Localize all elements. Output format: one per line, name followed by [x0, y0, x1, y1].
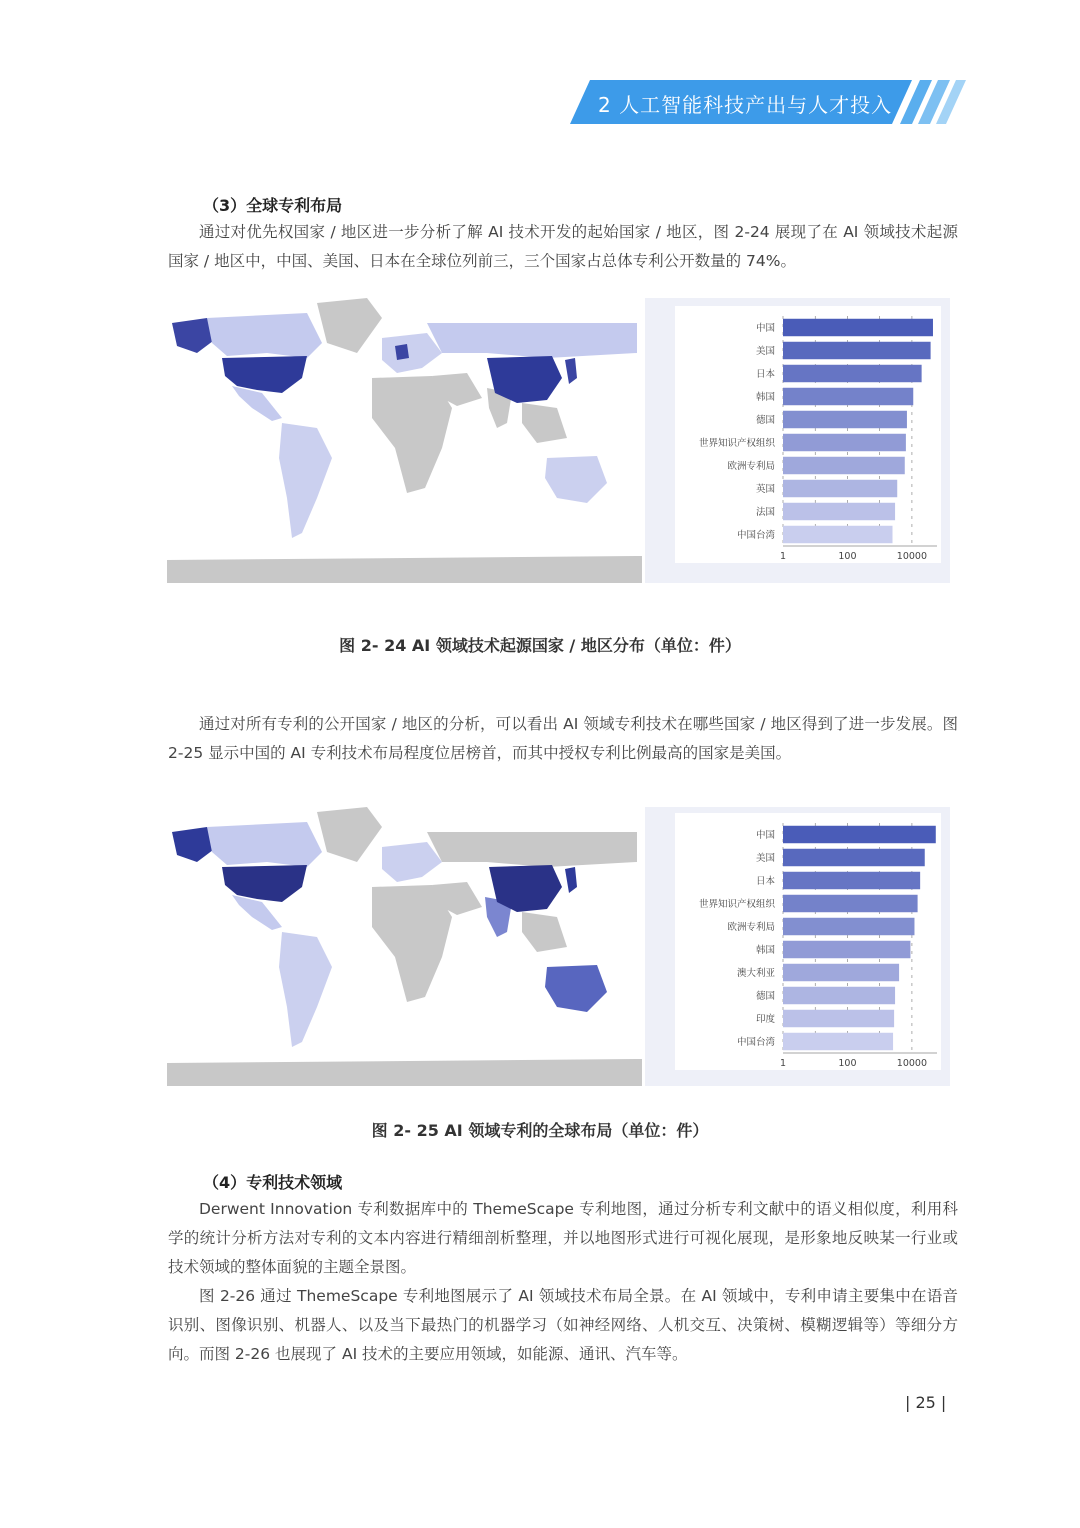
tick-label: 100 — [838, 551, 857, 562]
bar — [783, 319, 933, 336]
bar — [783, 895, 918, 912]
paragraph-4-1 — [168, 1195, 958, 1282]
tick-label: 100 — [838, 1058, 857, 1069]
section-heading-3: （3）全球专利布局 — [203, 196, 343, 215]
bar — [783, 457, 905, 474]
category-label: 德国 — [755, 415, 775, 426]
paragraph-text: 通过对所有专利的公开国家 / 地区的分析，可以看出 AI 领域专利技术在哪些国家 / 地区得到了进一步发展。图 2-25 显示中国的 AI 专利技术布局程度位居榜首，而其中授权专利比例最高的国家是美国。 — [168, 715, 958, 762]
bar-chart-layout — [675, 813, 941, 1070]
paragraph-text: 图 2-26 通过 ThemeScape 专利地图展示了 AI 领域技术布局全景。在 AI 领域中，专利申请主要集中在语音识别、图像识别、机器人、以及当下最热门的机器学习（如神经网络、人机交互、决策树、模糊逻辑等）等细分方向。而图 2-26 也展现了 AI 技术的主要应用领域，如能源、通讯、汽车等。 — [168, 1287, 958, 1363]
section-heading-4: （4）专利技术领域 — [203, 1173, 343, 1192]
bar — [783, 480, 897, 497]
figure-caption-2-25: 图 2- 25 AI 领域专利的全球布局（单位：件） — [371, 1121, 709, 1140]
category-label: 中国 — [755, 830, 775, 841]
bar — [783, 1033, 893, 1050]
bar — [783, 918, 914, 935]
tick-label: 1 — [779, 1058, 787, 1069]
paragraph-3-2 — [168, 710, 958, 768]
bar — [783, 434, 906, 451]
bar-panel — [645, 807, 950, 1086]
bar — [783, 411, 907, 428]
category-label: 英国 — [755, 484, 775, 495]
bar — [783, 872, 920, 889]
category-label: 中国台湾 — [736, 1037, 775, 1048]
bar-chart-origin — [675, 306, 941, 563]
category-label: 法国 — [755, 507, 775, 518]
bar — [783, 342, 931, 359]
bar-panel — [645, 298, 950, 583]
category-label: 中国 — [755, 323, 775, 334]
category-label: 韩国 — [755, 945, 775, 956]
category-label: 欧洲专利局 — [727, 461, 775, 472]
category-label: 美国 — [755, 346, 775, 357]
paragraph-4-2 — [168, 1282, 958, 1369]
category-label: 欧洲专利局 — [727, 922, 775, 933]
page-number: | 25 | — [905, 1393, 947, 1412]
tick-label: 1 — [779, 551, 787, 562]
world-map-origin — [167, 298, 642, 583]
tick-label: 10000 — [896, 551, 928, 562]
category-label: 日本 — [755, 369, 775, 380]
bar — [783, 941, 910, 958]
bar — [783, 365, 922, 382]
category-label: 世界知识产权组织 — [698, 899, 775, 910]
world-map-layout — [167, 807, 642, 1086]
bar — [783, 526, 893, 543]
category-label: 世界知识产权组织 — [698, 438, 775, 449]
bar — [783, 1010, 894, 1027]
category-label: 印度 — [755, 1014, 775, 1025]
paragraph-text: 通过对优先权国家 / 地区进一步分析了解 AI 技术开发的起始国家 / 地区，图 2-24 展现了在 AI 领域技术起源国家 / 地区中，中国、美国、日本在全球位列前三，三个国家占总体专利公开数量的 74%。 — [168, 223, 958, 270]
category-label: 日本 — [755, 876, 775, 887]
figure-2-24 — [167, 298, 950, 584]
bar — [783, 503, 895, 520]
bar — [783, 826, 936, 843]
category-label: 澳大利亚 — [736, 968, 775, 979]
chapter-title: 2 人工智能科技产出与人才投入 — [598, 93, 893, 117]
category-label: 韩国 — [755, 392, 775, 403]
category-label: 中国台湾 — [736, 530, 775, 541]
figure-2-25 — [167, 807, 950, 1087]
bar — [783, 964, 899, 981]
bar-chart-area — [675, 306, 941, 563]
bar-chart-area — [675, 813, 941, 1070]
paragraph-text: Derwent Innovation 专利数据库中的 ThemeScape 专利地图，通过分析专利文献中的语义相似度，利用科学的统计分析方法对专利的文本内容进行精细剖析整理，并以地图形式进行可视化展现，是形象地反映某一行业或技术领域的整体面貌的主题全景图。 — [168, 1200, 958, 1276]
paragraph-3-1 — [168, 218, 958, 276]
figure-caption-2-24: 图 2- 24 AI 领域技术起源国家 / 地区分布（单位：件） — [339, 636, 741, 655]
tick-label: 10000 — [896, 1058, 928, 1069]
category-label: 美国 — [755, 853, 775, 864]
bar — [783, 388, 913, 405]
bar — [783, 849, 925, 866]
bar — [783, 987, 895, 1004]
category-label: 德国 — [755, 991, 775, 1002]
